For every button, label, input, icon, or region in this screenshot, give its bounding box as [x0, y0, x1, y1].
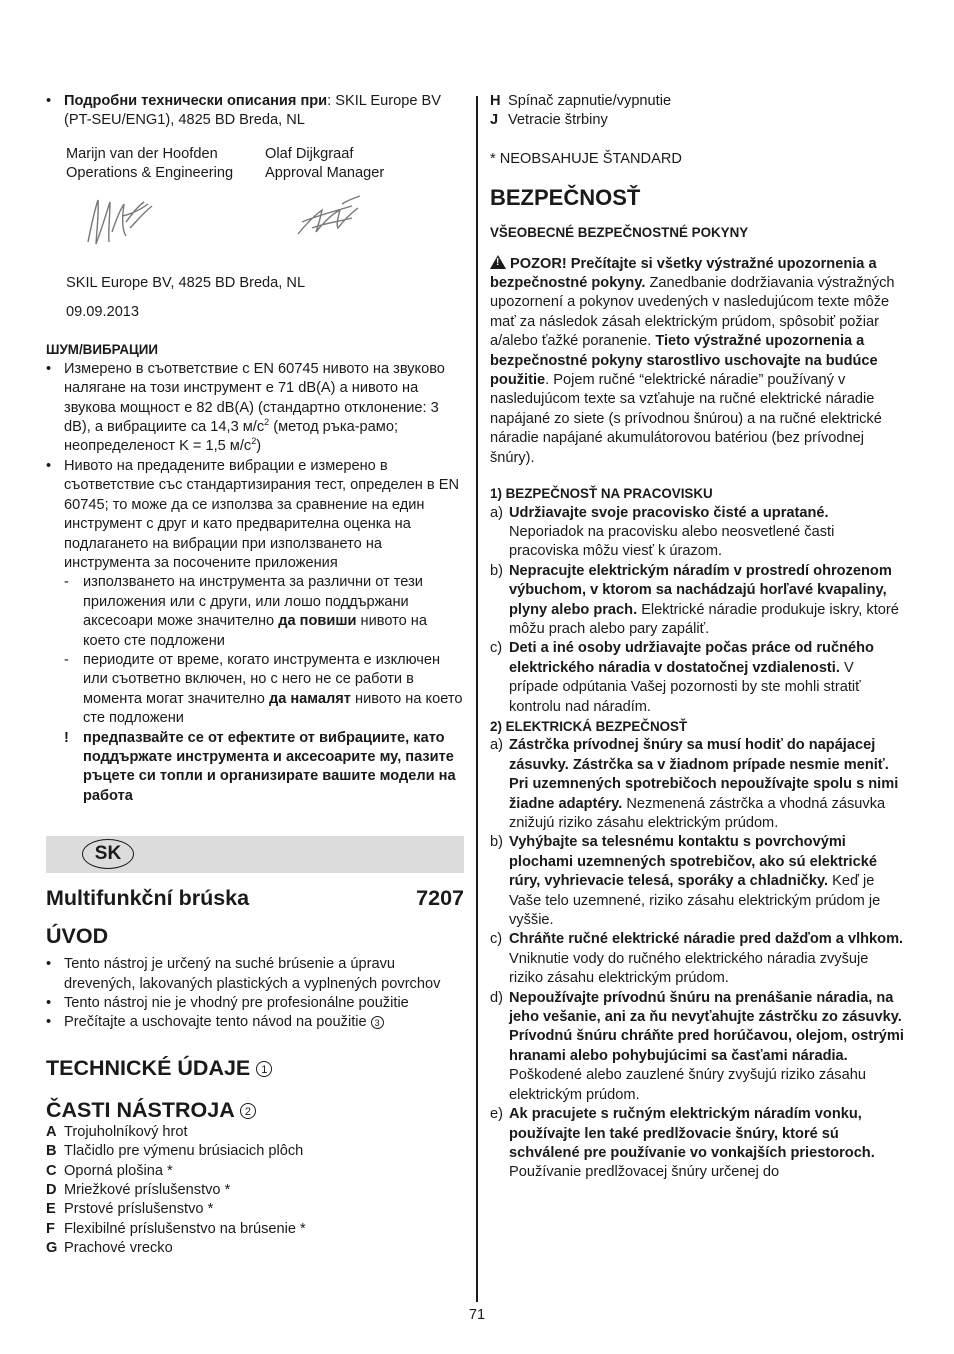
- rule-text: Poškodené alebo zauzlené šnúry zvyšujú riziko zásahu elektrickým prúdom.: [509, 1067, 866, 1103]
- figure-ref-1: 1: [256, 1061, 272, 1077]
- part-item-d: [46, 1181, 464, 1200]
- general-warning: !POZOR! Prečítajte si všetky výstražné upozornenia a bezpečnostné pokyny. Zanedbanie dodržiavania výstražných upozornení a pokynov uvedených v nasledujúcom texte môže mať za následok zásah elektrickým prúdom, spôsobiť požiar a/alebo ťažké poranenie. Tieto výstražné upozornenia a bezpečnostné pokyny starostlivo uschovajte na budúce použitie. Pojem ručné “elektrické náradie” používaný v nasledujúcom texte sa vzťahuje na ručné elektrické náradie napájané zo siete (s prívodnou šnúrou) a na ručné elektrické náradie napájané akumulátorovou batériou (bez prívodnej šnúry).: [490, 255, 906, 468]
- electrical-safety-heading: 2) ELEKTRICKÁ BEZPEČNOSŤ: [490, 718, 688, 734]
- part-letter: G: [46, 1240, 58, 1257]
- signatures: [46, 184, 464, 262]
- signatory-1-role: Operations & Engineering: [66, 165, 234, 182]
- rule-marker: b): [490, 834, 503, 851]
- electrical-rule-c: [490, 930, 906, 988]
- part-item-f: [46, 1220, 464, 1239]
- signatory-2-name: Olaf Dijkgraaf: [265, 145, 354, 162]
- electrical-rule-d: [490, 989, 906, 1105]
- page-number: 71: [468, 1307, 486, 1323]
- electrical-rule-b: [490, 833, 906, 930]
- part-text: Mriežkové príslušenstvo *: [64, 1182, 231, 1199]
- rule-text: Nezmenená zástrčka a vhodná zásuvka znižujú riziko zásahu elektrickým prúdom.: [509, 795, 886, 831]
- part-text: Vetracie štrbiny: [508, 112, 608, 129]
- part-item-a: [46, 1123, 464, 1142]
- electrical-rule-a: [490, 736, 906, 833]
- part-letter: D: [46, 1182, 57, 1199]
- warning-triangle-icon: [490, 255, 506, 269]
- signature-1-image: [82, 192, 162, 252]
- noise-subitem-1: - използването на инструмента за различни от тези приложения или с други, или лошо поддържани аксесоари може значително да повиши нивото на което сте подложени: [64, 574, 427, 649]
- part-text: Trojuholníkový hrot: [64, 1123, 188, 1140]
- general-safety-heading: VŠEOBECNÉ BEZPEČNOSTNÉ POKYNY: [490, 225, 749, 241]
- signatory-1-name: Marijn van der Hoofden: [66, 145, 218, 162]
- part-item-h: [490, 92, 906, 111]
- workplace-rule-c: [490, 639, 906, 717]
- part-item-c: [46, 1162, 464, 1181]
- electrical-rule-e: [490, 1105, 906, 1183]
- part-item-g: [46, 1239, 464, 1258]
- noise-caution: ! предпазвайте се от ефектите от вибрациите, като поддържате инструмента и аксесоарите му, пазите ръцете си топли и организирате вашите модели на работа: [64, 729, 456, 804]
- part-text: Tlačidlo pre výmenu brúsiacich plôch: [64, 1143, 304, 1160]
- product-name: Multifunkční brúska: [46, 886, 250, 911]
- workplace-rule-b: [490, 562, 906, 640]
- parts-list: [46, 1123, 464, 1259]
- part-letter: A: [46, 1123, 57, 1140]
- signatory-1: [66, 145, 265, 184]
- standard-note: * NEOBSAHUJE ŠTANDARD: [490, 150, 682, 167]
- part-text: Flexibilné príslušenstvo na brúsenie *: [64, 1220, 306, 1237]
- rule-text: V prípade odpútania Vašej pozornosti by ste mohli stratiť kontrolu nad náradím.: [509, 659, 861, 715]
- rule-marker: c): [490, 640, 503, 657]
- part-letter: H: [490, 93, 501, 109]
- rule-text: Neporiadok na pracovisku alebo neosvetlené časti pracoviska môžu viesť k úrazom.: [509, 523, 835, 560]
- part-letter: C: [46, 1162, 57, 1179]
- rule-text: Vniknutie vody do ručného elektrického náradia zvyšuje riziko zásahu elektrickým prúdom.: [509, 950, 869, 987]
- signatory-2-role: Approval Manager: [265, 165, 385, 182]
- intro-bullet-1: • Tento nástroj je určený na suché brúsenie a úpravu drevených, lakovaných plastických a vyplnených povrchov: [46, 956, 441, 992]
- tech-description-text: : SKIL Europe BV (PT-SEU/ENG1), 4825 BD Breda, NL: [64, 93, 441, 129]
- part-item-j: [490, 111, 906, 130]
- language-badge: SK: [82, 839, 134, 869]
- rule-marker: b): [490, 562, 503, 579]
- rule-bold-text: Vyhýbajte sa telesnému kontaktu s povrchovými plochami uzemnených spotrebičov, ako sú elektrické rúry, vyhrievacie telesá, sporáky a chladničky.: [509, 834, 877, 890]
- signatory-2: [265, 145, 464, 184]
- rule-bold-text: Deti a iné osoby udržiavajte počas práce od ručného elektrického náradia v dostatočnej vzdialenosti.: [509, 640, 874, 676]
- rule-bold-text: Ak pracujete s ručným elektrickým náradím vonku, používajte len také predlžovacie šnúry, ktoré sú schválené pre používanie vo vonkajších priestoroch.: [509, 1106, 875, 1161]
- workplace-safety-heading: 1) BEZPEČNOSŤ NA PRACOVISKU: [490, 486, 713, 502]
- parts-heading: ČASTI NÁSTROJA 2: [46, 1097, 464, 1123]
- workplace-safety-list: [490, 504, 906, 717]
- rule-text: Elektrické náradie produkuje iskry, ktoré môžu prach alebo pary zapáliť.: [509, 601, 899, 637]
- part-text: Prachové vrecko: [64, 1240, 173, 1257]
- part-letter: J: [490, 112, 499, 129]
- noise-subitem-2: - периодите от време, когато инструмента е изключен или съответно включен, но с него не се работи в момента могат значително да намалят нивото на което сте подложени: [64, 651, 463, 727]
- product-title: [46, 885, 464, 911]
- rule-marker: a): [490, 504, 503, 521]
- rule-text: Keď je Vaše telo uzemnené, riziko zásahu elektrickým prúdom je vyššie.: [509, 873, 881, 929]
- signature-2-image: [292, 194, 372, 244]
- company-address: SKIL Europe BV, 4825 BD Breda, NL: [66, 274, 306, 291]
- part-letter: B: [46, 1143, 57, 1160]
- noise-bullet-2: • Нивото на предадените вибрации е измерено в съответствие със стандартизирания тест, определен в EN 60745; то може да се използва за сравнение на един инструмент с друг и като предварителна оценка на подлагането на вибрации при използването на инструмента за посочените приложения: [46, 457, 459, 571]
- rule-marker: c): [490, 931, 503, 948]
- part-item-e: [46, 1200, 464, 1219]
- column-divider: [476, 96, 478, 1302]
- rule-bold-text: Zástrčka prívodnej šnúry sa musí hodiť do napájacej zásuvky. Zástrčka sa v žiadnom prípade nesmie meniť. Pri uzemnených spotrebičoch nepoužívajte spolu s nimi žiadne adaptéry.: [509, 737, 899, 812]
- part-text: Oporná plošina *: [64, 1162, 173, 1179]
- parts-list-continued: [490, 92, 906, 131]
- language-bar: [46, 836, 464, 873]
- workplace-rule-a: [490, 504, 906, 562]
- noise-heading: ШУМ/ВИБРАЦИИ: [46, 342, 159, 358]
- part-letter: F: [46, 1220, 55, 1237]
- part-item-b: [46, 1142, 464, 1161]
- rule-marker: d): [490, 989, 503, 1006]
- part-text: Prstové príslušenstvo *: [64, 1201, 214, 1218]
- tech-description-bullet: • Подробни технически описания при: SKIL Europe BV (PT-SEU/ENG1), 4825 BD Breda, NL: [46, 93, 441, 129]
- right-column: [490, 92, 906, 1183]
- part-text: Spínač zapnutie/vypnutie: [508, 93, 672, 109]
- safety-heading: BEZPEČNOSŤ: [490, 185, 641, 211]
- rule-marker: e): [490, 1106, 503, 1123]
- rule-bold-text: Nepracujte elektrickým náradím v prostredí ohrozenom výbuchom, v ktorom sa nachádzajú horľavé kvapaliny, plyny alebo prach.: [509, 562, 892, 618]
- product-model: 7207: [416, 886, 464, 911]
- part-letter: E: [46, 1201, 56, 1218]
- declaration-date: 09.09.2013: [66, 304, 140, 321]
- electrical-safety-list: [490, 736, 906, 1182]
- intro-bullet-3: • Prečítajte a uschovajte tento návod na použitie 3: [46, 1013, 464, 1032]
- signatories: [46, 145, 464, 184]
- intro-bullet-2: • Tento nástroj nie je vhodný pre profesionálne použitie: [46, 995, 409, 1011]
- noise-bullet-1: • Измерено в съответствие с EN 60745 нивото на звуково налягане на този инструмент е 71 dB(A) а нивото на звукова мощност е 82 dB(A) (стандартно отклонение: 3 dB), а вибрациите са 14,3 $м/с^2$ (метод ръка-рамо; неопределеност K = 1,5 $м/с^2$): [46, 360, 445, 455]
- figure-ref-2: 2: [240, 1103, 256, 1119]
- rule-bold-text: Chráňte ručné elektrické náradie pred dažďom a vlhkom.: [509, 931, 904, 948]
- rule-marker: a): [490, 737, 503, 754]
- tech-description-bold: Подробни технически описания при: [64, 93, 328, 109]
- rule-bold-text: Udržiavajte svoje pracovisko čisté a upratané.: [509, 504, 829, 521]
- figure-ref-3: 3: [371, 1016, 384, 1029]
- left-column: [46, 92, 464, 1259]
- intro-heading: ÚVOD: [46, 924, 109, 949]
- tech-data-heading: TECHNICKÉ ÚDAJE 1: [46, 1055, 464, 1081]
- rule-text: Používanie predlžovacej šnúry určenej do: [509, 1164, 780, 1181]
- rule-bold-text: Nepoužívajte prívodnú šnúru na prenášanie náradia, na jeho vešanie, ani za ňu nevyťahujte zástrčku zo zásuvky. Prívodnú šnúru chráňte pred horúčavou, olejom, ostrými hranami alebo pohybujúcimi sa časťami náradia.: [509, 989, 904, 1064]
